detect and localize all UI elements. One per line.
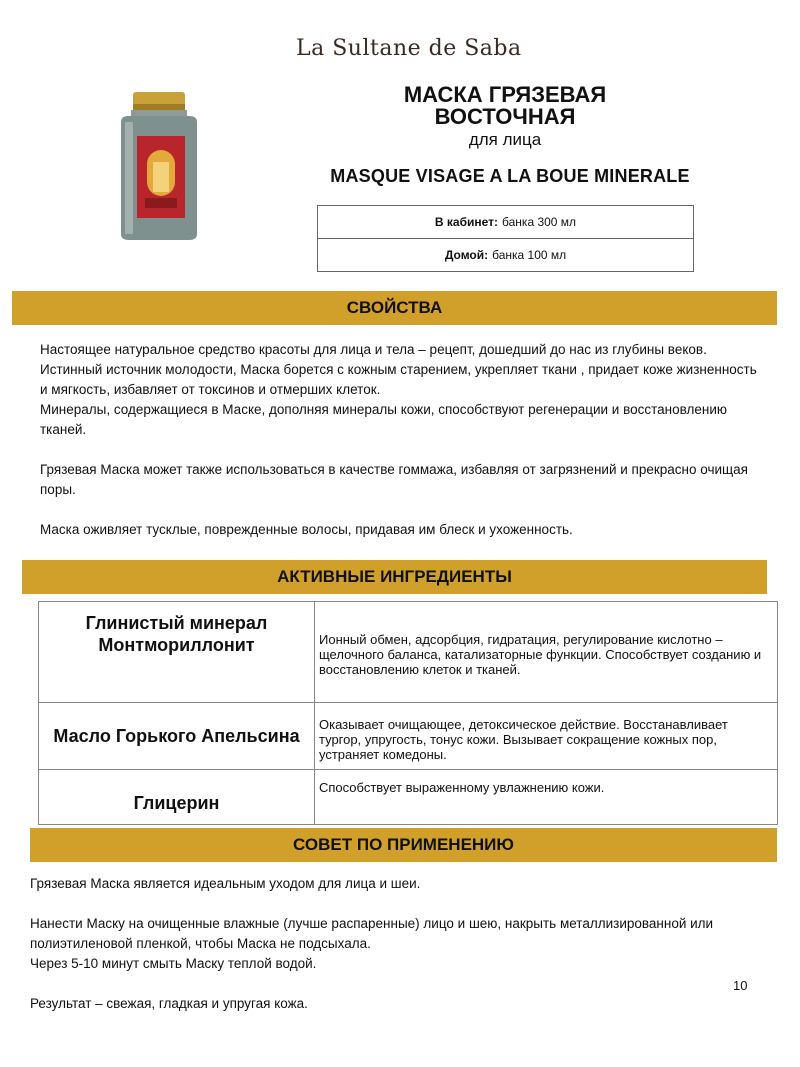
table-row	[39, 703, 777, 770]
ingredient-desc: Способствует выраженному увлажнению кожи.	[319, 780, 605, 795]
product-subtitle: для лица	[468, 130, 542, 149]
paragraph: Грязевая Маска может также использоваться в качестве гоммажа, избавляя от загрязнений и прекрасно очищая поры.	[40, 462, 748, 497]
table-row	[39, 770, 777, 824]
product-title-line2: ВОСТОЧНАЯ	[434, 104, 576, 129]
paragraph: Грязевая Маска является идеальным уходом для лица и шеи.	[30, 876, 421, 891]
ingredient-name: Глинистый минерал Монтмориллонит	[39, 602, 315, 702]
section-header-usage: СОВЕТ ПО ПРИМЕНЕНИЮ	[30, 828, 777, 862]
volume-row-salon	[318, 206, 693, 239]
volume-table	[317, 205, 694, 272]
table-row	[39, 602, 777, 703]
brand-logo: La Sultane de Saba	[296, 36, 522, 61]
paragraph: Через 5-10 минут смыть Маску теплой водой.	[30, 956, 317, 971]
volume-value: банка 100 мл	[492, 248, 567, 262]
ingredients-table	[38, 601, 778, 825]
volume-label: В кабинет:	[434, 215, 499, 229]
product-jar-image	[115, 92, 203, 242]
section-header-ingredients: АКТИВНЫЕ ИНГРЕДИЕНТЫ	[22, 560, 767, 594]
paragraph: Маска оживляет тусклые, поврежденные волосы, придавая им блеск и ухоженность.	[40, 522, 573, 537]
volume-row-home	[318, 239, 693, 271]
paragraph: Минералы, содержащиеся в Маске, дополняя минералы кожи, способствуют регенерации и восстановлению тканей.	[40, 402, 728, 437]
paragraph: Истинный источник молодости, Маска борется с кожным старением, укрепляет ткани , придает коже жизненность и мягкость, избавляет от токсинов и отмерших клеток.	[40, 362, 757, 397]
ingredient-desc: Ионный обмен, адсорбция, гидратация, регулирование кислотно – щелочного баланса, катализаторные функции. Способствует созданию и восстановлению клеток и тканей.	[319, 632, 762, 677]
ingredient-desc: Оказывает очищающее, детоксическое действие. Восстанавливает тургор, упругость, тонус кожи. Вызывает сокращение кожных пор, устраняет комедоны.	[319, 717, 728, 762]
french-title: MASQUE VISAGE A LA BOUE MINERALE	[330, 166, 690, 186]
paragraph: Результат – свежая, гладкая и упругая кожа.	[30, 996, 308, 1011]
paragraph: Нанести Маску на очищенные влажные (лучше распаренные) лицо и шею, накрыть металлизированной или полиэтиленовой пленкой, чтобы Маска не подсыхала.	[30, 916, 714, 951]
product-title	[330, 84, 680, 128]
paragraph: Настоящее натуральное средство красоты для лица и тела – рецепт, дошедший до нас из глубины веков.	[40, 342, 707, 357]
usage-text	[30, 874, 750, 1014]
product-title-line1: МАСКА ГРЯЗЕВАЯ	[403, 82, 607, 107]
section-header-properties: СВОЙСТВА	[12, 291, 777, 325]
ingredient-name: Глицерин	[39, 770, 315, 824]
properties-text	[40, 340, 760, 540]
ingredient-name: Масло Горького Апельсина	[39, 703, 315, 769]
volume-value: банка 300 мл	[502, 215, 577, 229]
volume-label: Домой:	[444, 248, 489, 262]
page-number: 10	[733, 978, 748, 993]
